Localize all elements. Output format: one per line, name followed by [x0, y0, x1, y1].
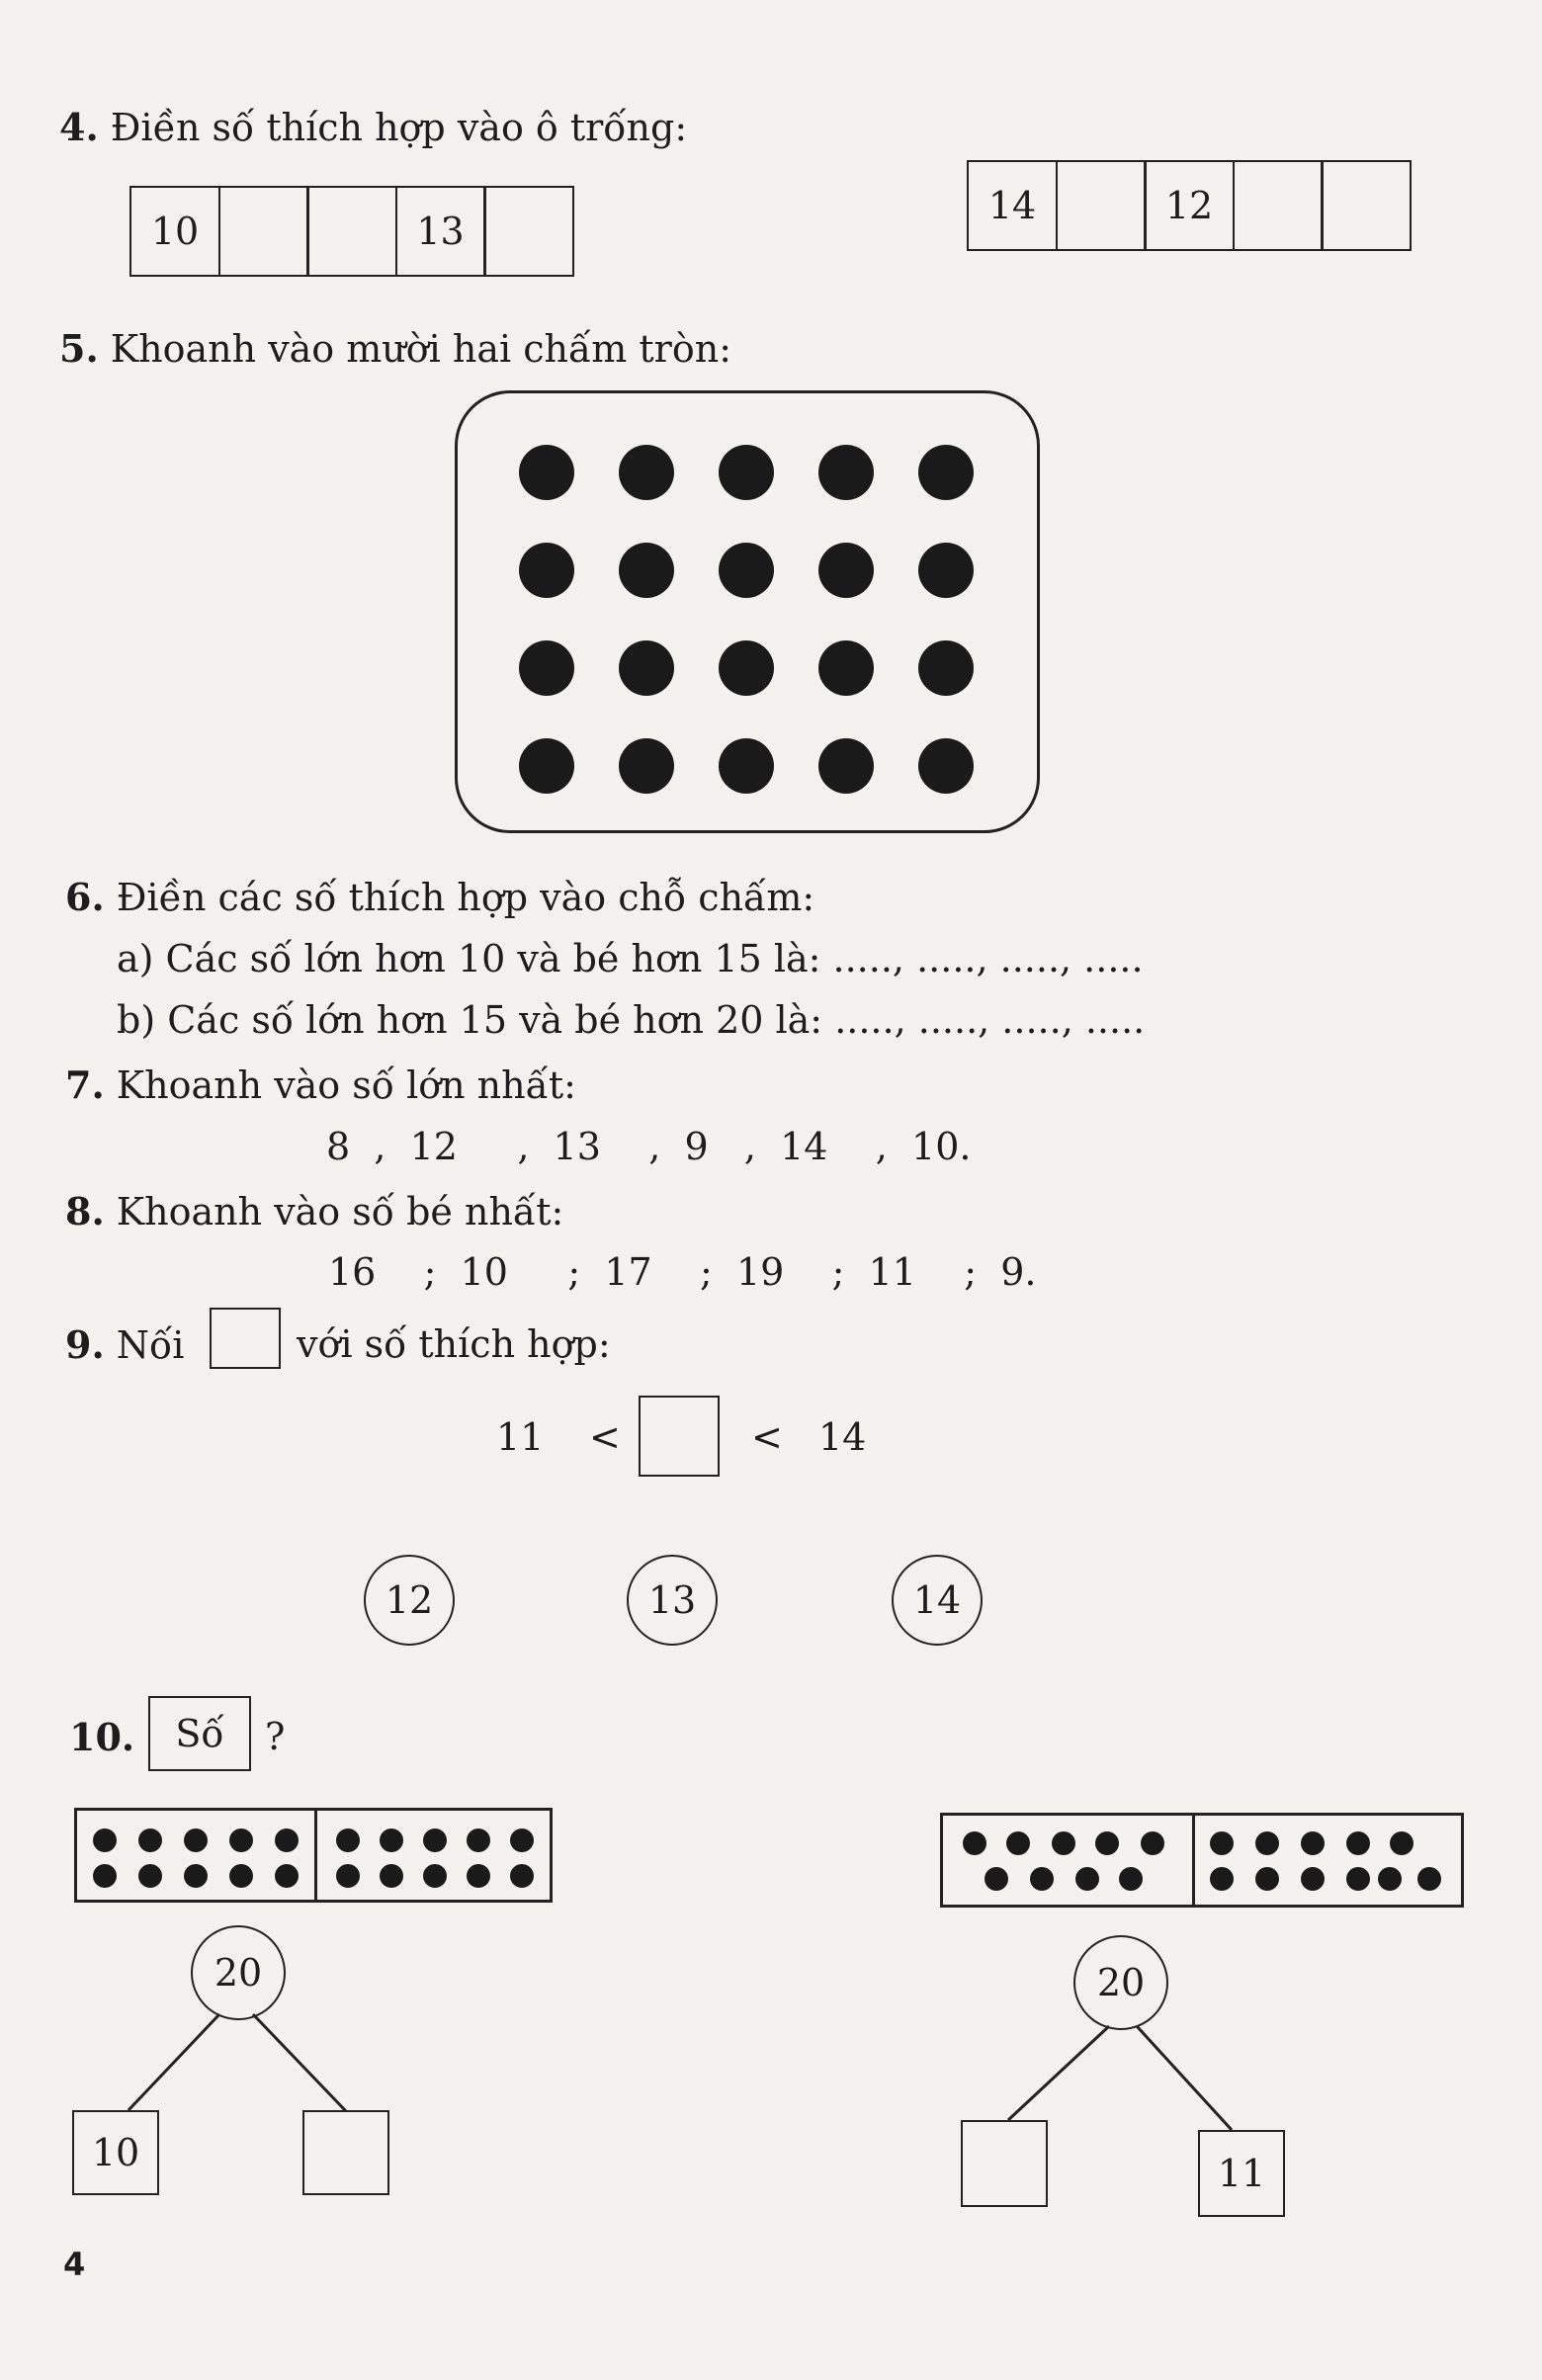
q10-number: 10.	[69, 1715, 135, 1759]
q6-part-b[interactable]: b) Các số lớn hơn 15 và bé hơn 20 là: ....., ....., ....., .....	[117, 998, 1146, 1042]
right-tree-top: 20	[1073, 1935, 1168, 2030]
q8-number: 8.	[65, 1189, 105, 1233]
q9-choice-13[interactable]: 13	[627, 1555, 718, 1646]
q9-label-after: với số thích hợp:	[297, 1322, 611, 1366]
q4-label: Điền số thích hợp vào ô trống:	[110, 106, 688, 149]
q9-choice-14[interactable]: 14	[892, 1555, 983, 1646]
q5-label: Khoanh vào mười hai chấm tròn:	[110, 327, 731, 371]
q6-part-a[interactable]: a) Các số lớn hơn 10 và bé hơn 15 là: ....., ....., ....., .....	[117, 937, 1144, 980]
q9-number: 9.	[65, 1322, 105, 1367]
q4-number: 4.	[59, 105, 99, 149]
q5-number: 5.	[59, 326, 99, 371]
q10-so-box: Số	[148, 1696, 251, 1771]
q6-label: Điền các số thích hợp vào chỗ chấm:	[116, 876, 815, 919]
q10-question-mark: ?	[265, 1715, 286, 1758]
q7-label: Khoanh vào số lớn nhất:	[116, 1063, 576, 1107]
tree-line	[128, 2014, 219, 2110]
q9-choice-12[interactable]: 12	[364, 1555, 455, 1646]
tree-line	[1008, 2026, 1109, 2120]
q9-less-than-1: <	[589, 1415, 621, 1459]
q4-right-cell: 12	[1144, 160, 1235, 251]
right-tree-left-box[interactable]	[961, 2120, 1048, 2207]
q7-sequence[interactable]: 8 , 12 , 13 , 9 , 14 , 10.	[326, 1125, 972, 1168]
left-tree-right-box[interactable]	[302, 2110, 389, 2195]
tree-line	[1137, 2026, 1232, 2130]
left-tree-left-box: 10	[72, 2110, 159, 2195]
q8-label: Khoanh vào số bé nhất:	[116, 1190, 564, 1233]
tree-line	[253, 2014, 346, 2111]
right-tree-right-box: 11	[1198, 2130, 1285, 2217]
q4-left-cell: 13	[395, 186, 486, 277]
q8-sequence[interactable]: 16 ; 10 ; 17 ; 19 ; 11 ; 9.	[328, 1250, 1037, 1294]
left-tree-top: 20	[191, 1925, 286, 2020]
q6-number: 6.	[65, 875, 105, 919]
q9-label-before: Nối	[116, 1323, 185, 1367]
page-number: 4	[63, 2246, 86, 2283]
q4-right-cell: 14	[967, 160, 1058, 251]
q9-right-number: 14	[818, 1415, 867, 1459]
q9-less-than-2: <	[751, 1415, 783, 1459]
q9-left-number: 11	[496, 1415, 545, 1459]
q7-number: 7.	[65, 1062, 105, 1107]
q4-left-cell: 10	[129, 186, 220, 277]
